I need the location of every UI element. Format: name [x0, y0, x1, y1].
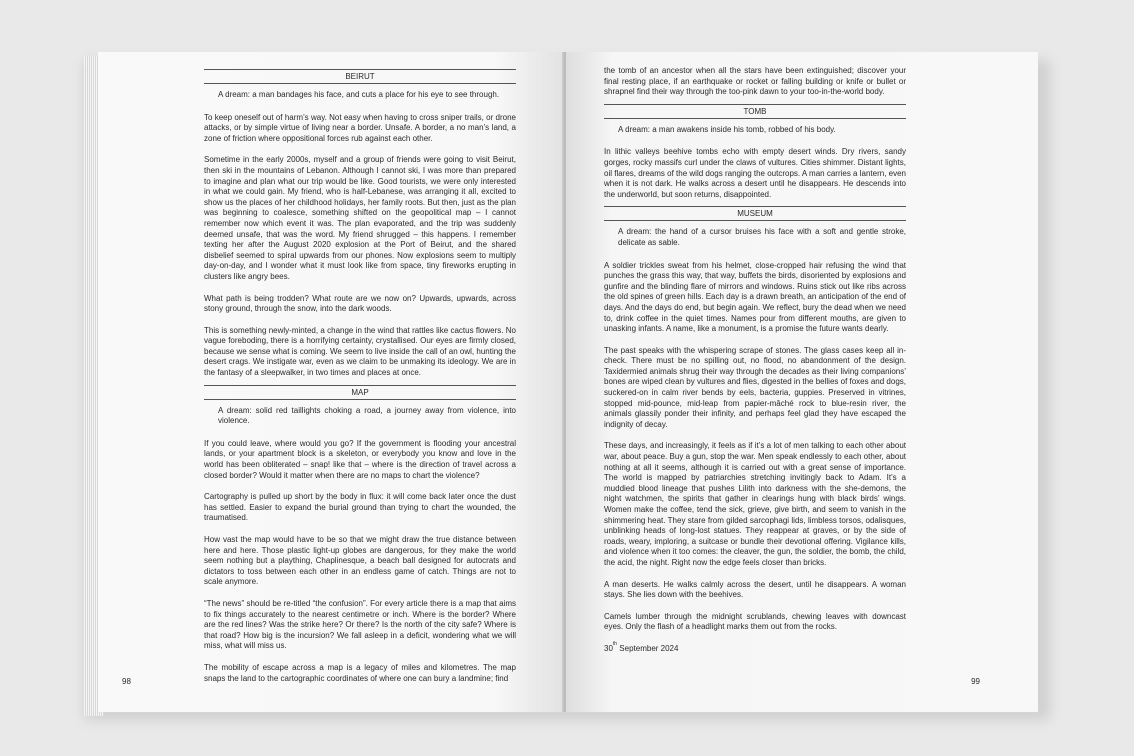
paragraph: This is something newly-minted, a change in the wind that rattles like cactus flowers. No vague foreboding, there is a horrifying certainty, crystallised. Our eyes are firmly closed, because we sense what is coming. We seem to live inside the call of an owl, hunting the desert crags. We instigate war, even as we claim to be unmaking its ideology. We are in the fantasy of a sleepwalker, in two times and places at once. — [204, 325, 516, 378]
section-heading-beirut: BEIRUT — [204, 69, 516, 84]
dream-line-museum: A dream: the hand of a cursor bruises his face with a soft and gentle stroke, delicate as sable. — [618, 227, 906, 247]
paragraph: In lithic valleys beehive tombs echo with empty desert winds. Dry rivers, sandy gorges, rocky massifs curl under the claws of vultures. Cities shimmer. Distant lights, oil flares, dreams of the wild dogs ranging the outcrops. A man carries a lantern, even when it is not dark. He walks across a desert until he disappears. He descends into the underworld, but soon returns, disappointed. — [604, 147, 906, 199]
dream-line-beirut: A dream: a man bandages his face, and cuts a place for his eye to see through. — [218, 90, 500, 99]
paragraph: “The news” should be re-titled “the confusion”. For every article there is a map that aims to fix things accurately to the nearest centimetre or inch. Where is the border? Where are the red lines? Was the strike here? Or there? Is the north of the city safe? Where is that road? How big is the incursion? We fall asleep in a deficit, wondering what we will miss, what will miss us. — [204, 598, 516, 651]
right-text-column — [604, 66, 906, 666]
date-rest: September 2024 — [617, 643, 679, 653]
paragraph: A soldier trickles sweat from his helmet, close-cropped hair refusing the wind that punches the grass this way, that way, buffets the birds, disoriented by explosions and gunfire and the blinding flare of mirrors and windows. Ruins stick out like ribs across the old spines of green hills. Each day is a drawn breath, an anticipation of the end of days. And the days do end, but begin again. We reflect, bury the dead when we need to, drink coffee in the quiet times. Names pour from different mouths, are given to unasking infants. A name, like a monument, is a promise the future wants dearly. — [604, 260, 906, 334]
paragraph: How vast the map would have to be so that we might draw the true distance between here and here. Those plastic light-up globes are dangerous, for they make the world seem nothing but a plaything, Chaplinesque, a beach ball designed for autocrats and dictators to toss between each other in an endless game of catch. Things are not to scale anymore. — [204, 535, 516, 587]
paragraph: If you could leave, where would you go? If the government is flooding your ancestral lands, or your apartment block is a skeleton, or everybody you know and love in the world has been obliterated – snap! like that – where is the direction of travel across a closed border? Would it matter when there are no maps to chart the violence? — [204, 438, 516, 480]
left-page — [98, 52, 564, 712]
section-heading-museum: MUSEUM — [604, 206, 906, 221]
dream-line-map: A dream: solid red taillights choking a road, a journey away from violence, into violence. — [218, 405, 516, 426]
dream-line-tomb: A dream: a man awakens inside his tomb, robbed of his body. — [618, 124, 836, 134]
paragraph: Camels lumber through the midnight scrublands, chewing leaves with downcast eyes. Only the flash of a headlight marks them out from the rocks. — [604, 611, 906, 632]
page-number-left: 98 — [122, 677, 131, 686]
right-page — [566, 52, 1038, 712]
paragraph: Cartography is pulled up short by the body in flux: it will come back later once the dust has settled. Easier to expand the burial ground than trying to chart the wounded, the traumatised. — [204, 492, 516, 523]
paragraph: A man deserts. He walks calmly across the desert, until he disappears. A woman stays. She lies down with the beehives. — [604, 579, 906, 600]
paragraph: These days, and increasingly, it feels as if it’s a lot of men talking to each other about war, about peace. Buy a gun, stop the war. Men speak endlessly to each other, about nothing at all it seems, although it is carried out with a great sense of importance. The world is mapped by patriarchies stretching invitingly back to Adam. It’s a muddied blood lineage that pushes Lilith into darkness with the she-demons, the night watchmen, the spirits that gather in clearings hung with black birds’ wings. Women make the coffee, tend the sick, grieve, give birth, and seem to vanish in the shimmering heat. They stare from gilded sarcophagi lids, limbless torsos, odalisques, unblinking heads of long-lost statues. They reappear at graves, or by the side of roads, weary, imploring, a suitcase or bundle their devotional offering. Vigilance kills, and violence when it too comes: the cleaver, the gun, the soldier, the bomb, the child, the acid, the night. Right now the edge feels closer than bricks. — [604, 441, 906, 567]
paragraph: The mobility of escape across a map is a legacy of miles and kilometres. The map snaps the land to the cartographic coordinates of where one can bury a landmine; find — [204, 662, 516, 683]
date-suffix: th — [612, 640, 618, 647]
section-heading-tomb: TOMB — [604, 104, 906, 119]
paragraph: To keep oneself out of harm’s way. Not easy when having to cross sniper trails, or drone attacks, or by simple virtue of living near a border. Unsafe. A border, a no man’s land, a zone of friction where oppositional forces rub against each other. — [204, 112, 516, 143]
paragraph: Sometime in the early 2000s, myself and a group of friends were going to visit Beirut, then ski in the mountains of Lebanon. Although I cannot ski, I was more than prepared to imagine and plan what our trip would be like. Good tourists, we were only interested in what we could gain. My friend, who is half-Lebanese, was arranging it all, excited to show us the places of her childhood holidays, her family roots. But then, just as the plan was beginning to coalesce, something shifted on the geopolitical map – I cannot remember now which event it was. The plan evaporated, and the trip was suddenly deemed unsafe, that was the word. My friend shrugged – this happens. I remember texting her after the August 2020 explosion at the Port of Beirut, and the shared disbelief seemed to spiral upwards from our phones. Now explosions seem to multiply day-on-day, and I wonder what it must look like from space, tiny fireworks erupting in clusters like angry bees. — [204, 155, 516, 281]
date-day: 30 — [604, 643, 613, 653]
section-heading-map: MAP — [204, 385, 516, 400]
paragraph: The past speaks with the whispering scrape of stones. The glass cases keep all in-check. There must be no spilling out, no flood, no abandonment of the design. Taxidermied animals shrug their way through the decades as their living companions’ bones are wiped clean by vultures and flies, digested in the bellies of foxes and dogs, suckered-on in calm river bends by eels, bacteria, guppies. Preserved in vitrines, stopped mid-pounce, mid-leap from papier-mâché rock to blue-resin river, the animals glassily ponder their infinity, and perhaps feel glad they have escaped the indignity of decay. — [604, 345, 906, 429]
paragraph: What path is being trodden? What route are we now on? Upwards, upwards, across stony ground, through the snow, into the dark woods. — [204, 293, 516, 314]
left-text-column — [204, 69, 516, 695]
page-number-right: 99 — [971, 677, 980, 686]
date-line — [604, 640, 906, 655]
paragraph-continuation: the tomb of an ancestor when all the stars have been extinguished; discover your final resting place, if an earthquake or rocket or falling building or knife or bullet or shrapnel find their way through the too-pink dawn to your too-in-the-world body. — [604, 66, 906, 97]
